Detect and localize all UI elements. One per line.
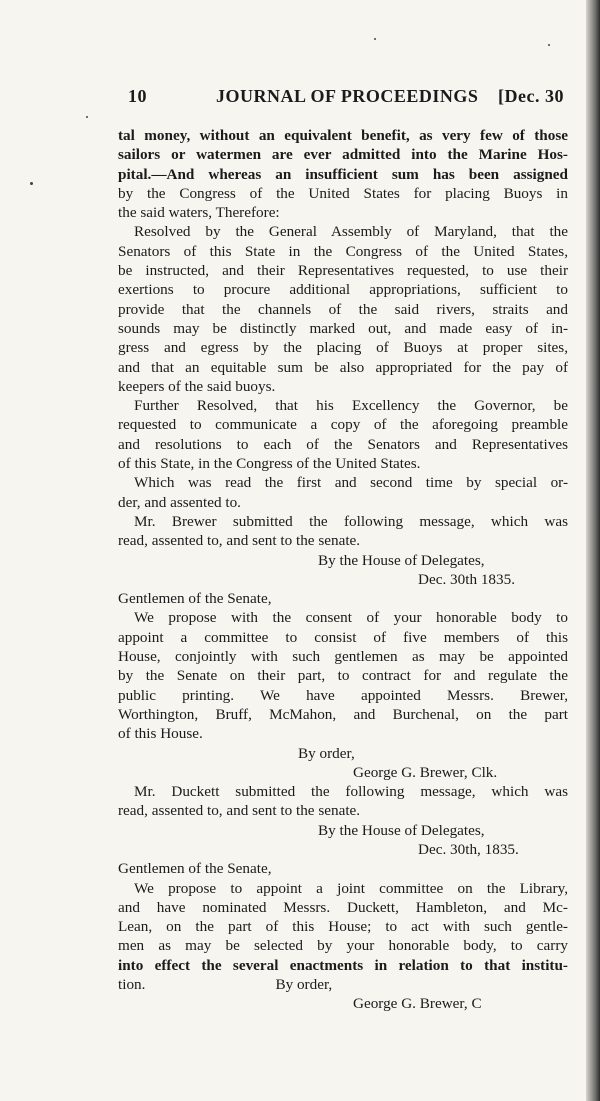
text-line: men as may be selected by your honorable body, to carry	[118, 937, 568, 955]
text-line: By the House of Delegates,	[318, 821, 485, 839]
text-line: der, and assented to.	[118, 493, 241, 511]
text-line: by the Senate on their part, to contract for and regulate the	[118, 667, 568, 685]
ink-speck	[30, 182, 33, 185]
text-line: by the Congress of the United States for placing Buoys in	[118, 184, 568, 202]
text-line: of this State, in the Congress of the United States.	[118, 455, 421, 473]
text-line: read, assented to, and sent to the senate.	[118, 532, 361, 550]
text-line: Dec. 30th, 1835.	[418, 840, 519, 858]
ink-speck	[374, 38, 376, 40]
ink-speck	[548, 44, 550, 46]
text-line: and that an equitable sum be also appropriated for the pay of	[118, 358, 568, 376]
text-line: Mr. Brewer submitted the following message, which was	[134, 512, 568, 530]
text-line: sailors or watermen are ever admitted into the Marine Hos-	[118, 146, 568, 164]
header-date: [Dec. 30	[498, 86, 564, 106]
text-line: Gentlemen of the Senate,	[118, 590, 272, 608]
text-line: Lean, on the part of this House; to act with such gentle-	[118, 918, 568, 936]
text-line	[118, 975, 568, 994]
text-line: Mr. Duckett submitted the following message, which was	[134, 783, 568, 801]
text-line: We propose to appoint a joint committee on the Library,	[134, 879, 568, 897]
running-header	[128, 86, 574, 110]
text-line: and have nominated Messrs. Duckett, Hambleton, and Mc-	[118, 898, 568, 916]
text-line: keepers of the said buoys.	[118, 377, 276, 395]
text-line: pital.—And whereas an insufficient sum has been assigned	[118, 165, 568, 183]
text-line: George G. Brewer, C	[353, 995, 482, 1013]
text-line: requested to communicate a copy of the aforegoing preamble	[118, 416, 568, 434]
text-line: the said waters, Therefore:	[118, 204, 280, 222]
page-edge-shadow	[586, 0, 600, 1101]
text-fragment: By order,	[275, 976, 333, 994]
text-line: Further Resolved, that his Excellency the Governor, be	[134, 397, 568, 415]
running-title: JOURNAL OF PROCEEDINGS	[216, 86, 479, 106]
text-line: George G. Brewer, Clk.	[353, 763, 498, 781]
text-line: Senators of this State in the Congress of the United States,	[118, 242, 568, 260]
body-text	[118, 126, 568, 1014]
text-line: Worthington, Bruff, McMahon, and Burchenal, on the part	[118, 705, 568, 723]
text-fragment: tion.	[118, 976, 146, 994]
text-line: read, assented to, and sent to the senate.	[118, 802, 361, 820]
text-line: provide that the channels of the said rivers, straits and	[118, 300, 568, 318]
page-number: 10	[128, 86, 147, 106]
text-line: into effect the several enactments in relation to that institu-	[118, 956, 568, 974]
text-line: exertions to procure additional appropriations, sufficient to	[118, 281, 568, 299]
text-line: Gentlemen of the Senate,	[118, 860, 272, 878]
text-line: appoint a committee to consist of five members of this	[118, 628, 568, 646]
text-line: Which was read the first and second time by special or-	[134, 474, 568, 492]
text-line: House, conjointly with such gentlemen as may be appointed	[118, 648, 568, 666]
text-line: of this House.	[118, 725, 203, 743]
text-line: Dec. 30th 1835.	[418, 570, 516, 588]
text-line: and resolutions to each of the Senators and Representatives	[118, 435, 568, 453]
text-line: By order,	[298, 744, 355, 762]
text-line: We propose with the consent of your honorable body to	[134, 609, 568, 627]
text-line: be instructed, and their Representatives requested, to use their	[118, 262, 568, 280]
text-line: tal money, without an equivalent benefit, as very few of those	[118, 127, 568, 144]
ink-speck	[86, 116, 88, 118]
text-line: sounds may be distinctly marked out, and made easy of in-	[118, 319, 568, 337]
text-line: public printing. We have appointed Messrs. Brewer,	[118, 686, 568, 704]
text-line: gress and egress by the placing of Buoys at proper sites,	[118, 339, 568, 357]
text-line: Resolved by the General Assembly of Maryland, that the	[134, 223, 568, 241]
text-line: By the House of Delegates,	[318, 551, 485, 569]
